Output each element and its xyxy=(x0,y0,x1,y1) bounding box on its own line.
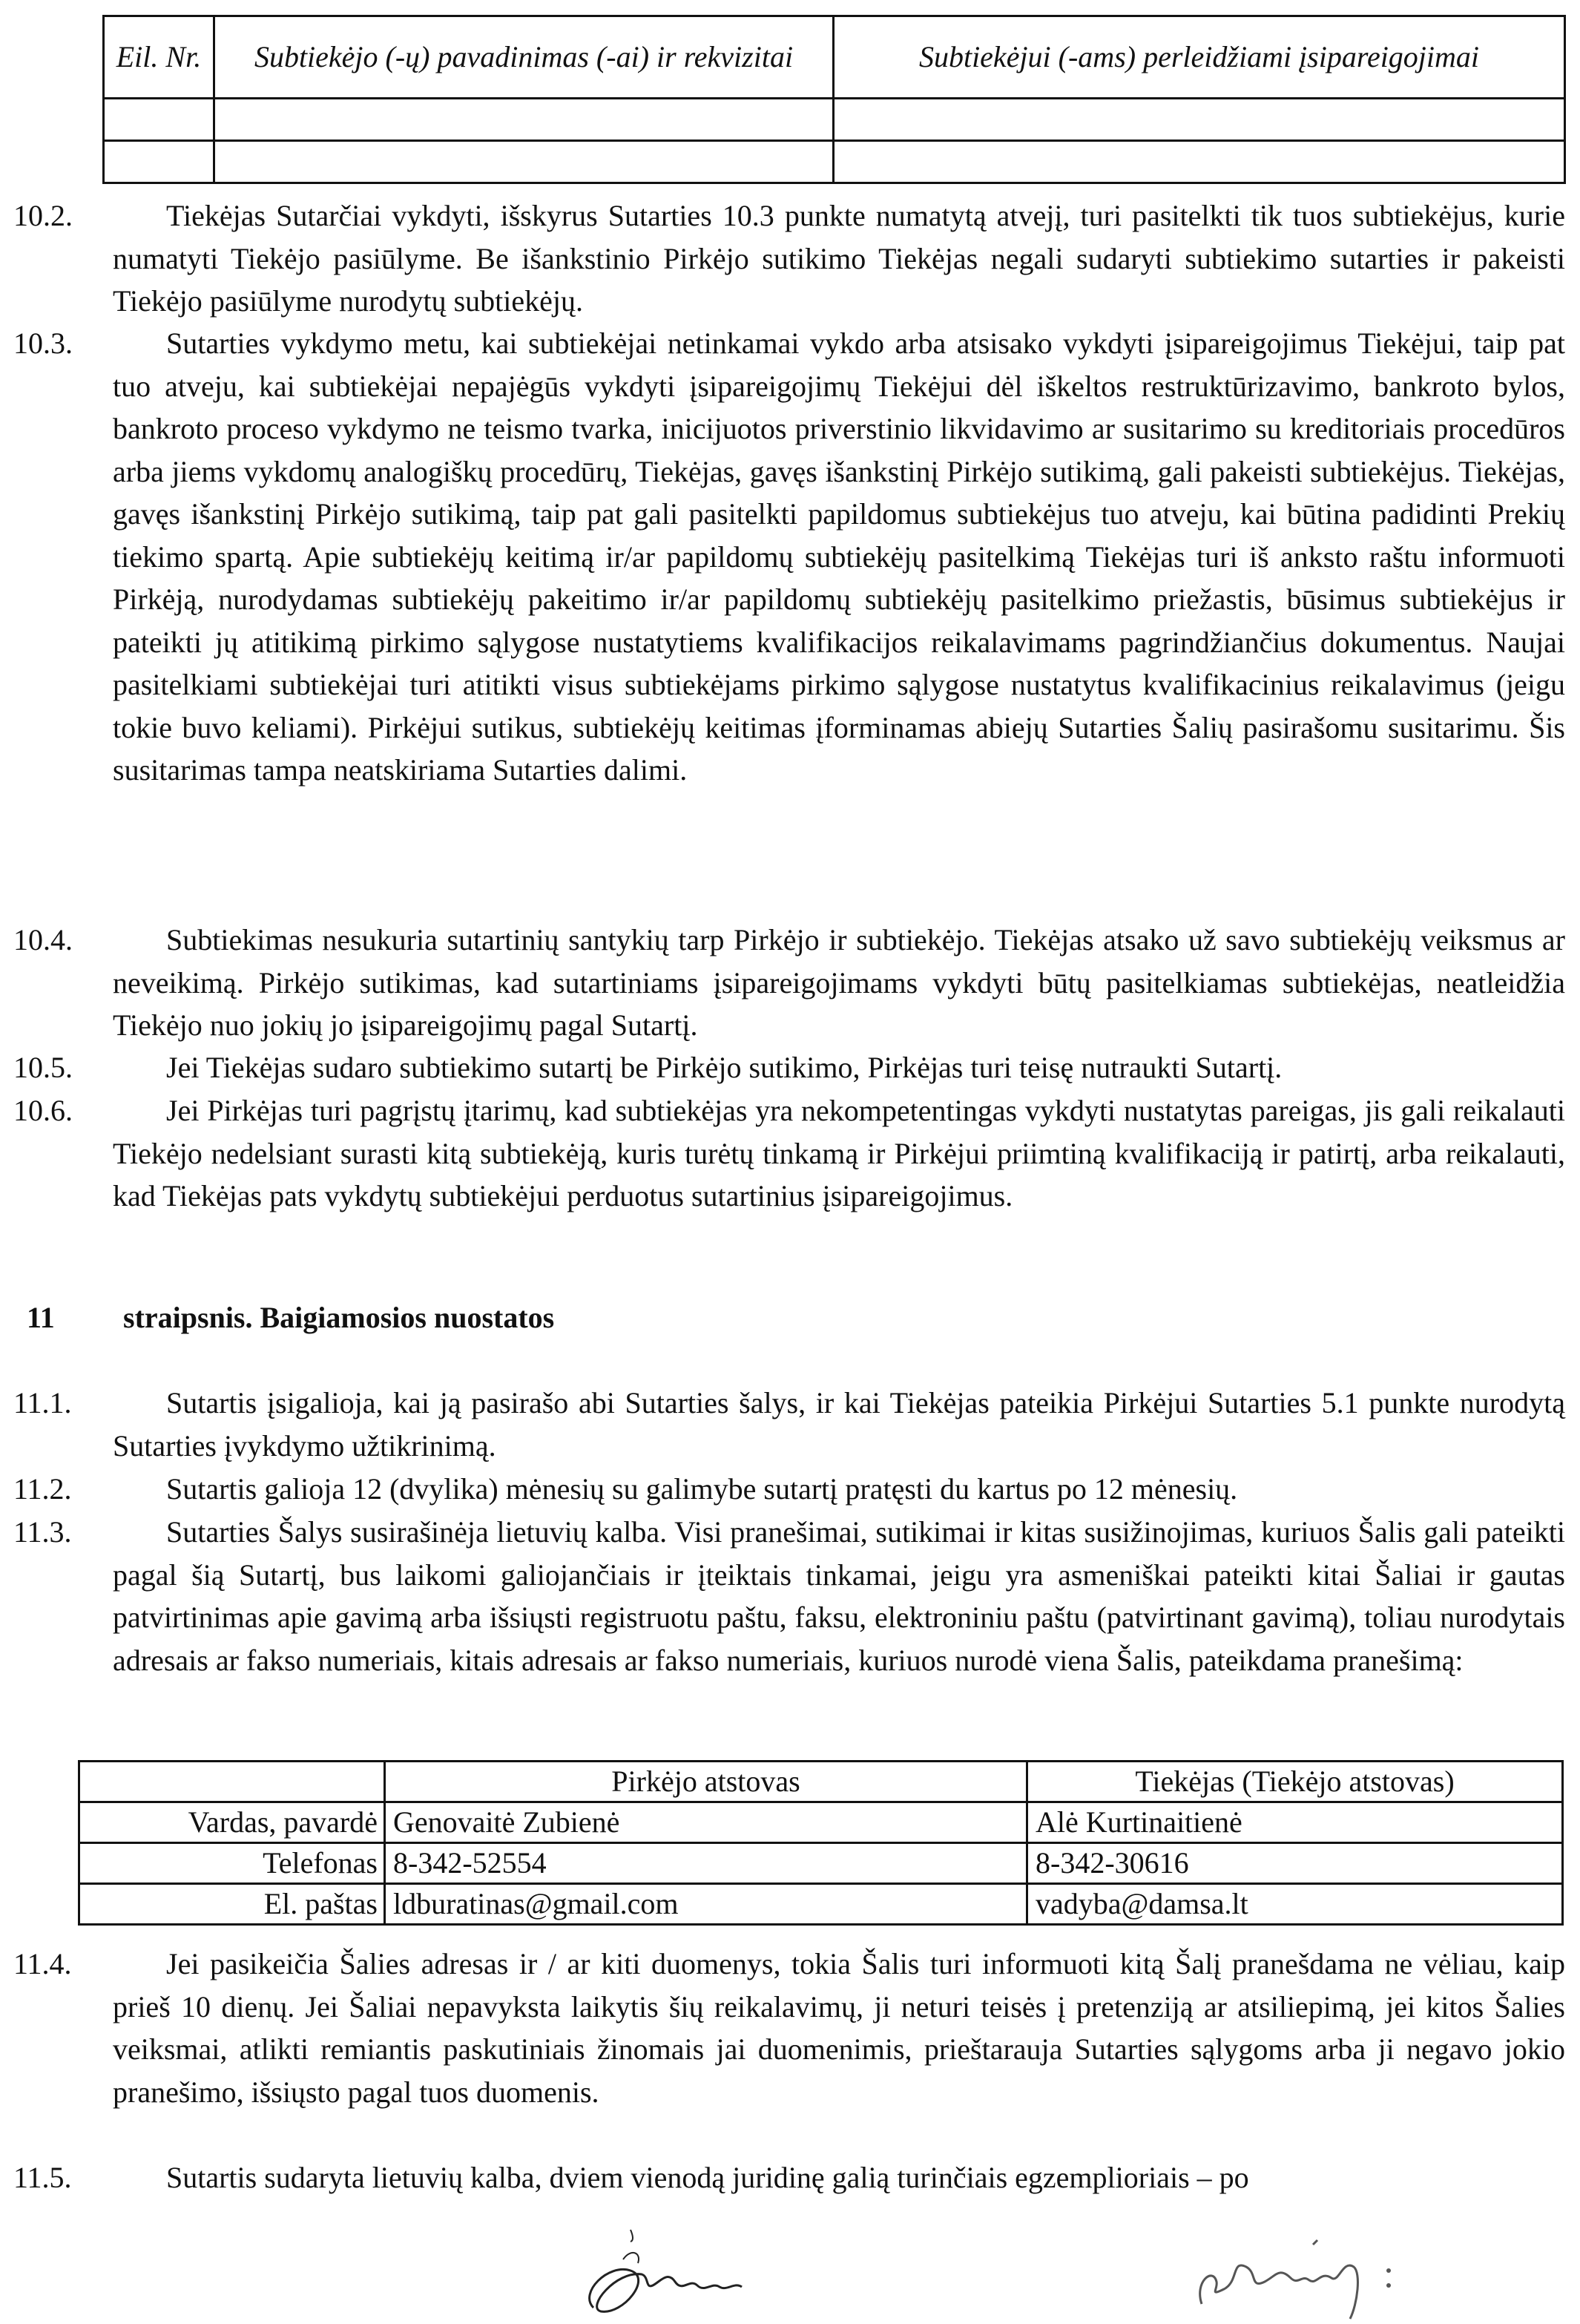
table-header-row xyxy=(104,16,1565,99)
table-row-email xyxy=(79,1884,1563,1925)
signature-icon xyxy=(579,2219,831,2323)
clause-10-4 xyxy=(0,919,1565,1047)
table-cell xyxy=(834,99,1565,141)
clause-number: 10.2. xyxy=(13,199,73,232)
supplier-name: Alė Kurtinaitienė xyxy=(1027,1802,1563,1843)
table-cell xyxy=(834,141,1565,183)
col-header-blank xyxy=(79,1762,385,1802)
buyer-name: Genovaitė Zubienė xyxy=(385,1802,1027,1843)
clause-10-3 xyxy=(0,322,1565,792)
subcontractor-table xyxy=(102,15,1566,184)
buyer-phone: 8-342-52554 xyxy=(385,1843,1027,1884)
signature-icon xyxy=(1172,2215,1484,2324)
clause-10-2 xyxy=(0,194,1565,323)
clause-text: Jei Pirkėjas turi pagrįstų įtarimų, kad subtiekėjas yra nekompetentingas vykdyti nustatytas pareigas, jis gali reikalauti Tiekėjo nedelsiant surasti kitą subtiekėją, kuris turėtų tinkamą ir Pirkėjui priimtiną kvalifikaciją ir patirtį, arba reikalauti, kad Tiekėjas pats vykdytų subtiekėjui perduotus sutartinius įsipareigojimus. xyxy=(113,1094,1565,1212)
supplier-email: vadyba@damsa.lt xyxy=(1027,1884,1563,1925)
table-row-phone xyxy=(79,1843,1563,1884)
clause-number: 11.2. xyxy=(13,1472,72,1506)
col-header-supplier: Tiekėjas (Tiekėjo atstovas) xyxy=(1027,1762,1563,1802)
clause-number: 10.5. xyxy=(13,1051,73,1084)
table-cell xyxy=(214,141,834,183)
table-cell xyxy=(104,99,214,141)
contacts-table xyxy=(78,1760,1564,1926)
clause-11-2 xyxy=(0,1468,1565,1511)
clause-text: Sutartis įsigalioja, kai ją pasirašo abi Sutarties šalys, ir kai Tiekėjas pateikia Pirkėjui Sutarties 5.1 punkte nurodytą Sutarties įvykdymo užtikrinimą. xyxy=(113,1386,1565,1463)
clause-11-1 xyxy=(0,1382,1565,1467)
clause-10-5 xyxy=(0,1046,1565,1089)
col-header-buyer: Pirkėjo atstovas xyxy=(385,1762,1027,1802)
clause-text: Sutarties Šalys susirašinėja lietuvių kalba. Visi pranešimai, sutikimai ir kitas susižinojimas, kuriuos Šalis gali pateikti pagal šią Sutartį, bus laikomi galiojančiais ir įteiktais tinkamai, jeigu yra asmeniškai pateikti kitai Šaliai ir gautas patvirtinimas apie gavimą arba išsiųsti registruotu paštu, faksu, elektroniniu paštu (patvirtinant gavimą), toliau nurodytais adresais ar fakso numeriais, kitais adresais ar fakso numeriais, kuriuos nurodė viena Šalis, pateikdama pranešimą: xyxy=(113,1515,1565,1677)
section-title: straipsnis. Baigiamosios nuostatos xyxy=(123,1301,555,1334)
clause-text: Tiekėjas Sutarčiai vykdyti, išskyrus Sutarties 10.3 punkte numatytą atvejį, turi pasitelkti tik tuos subtiekėjus, kurie numatyti Tiekėjo pasiūlyme. Be išankstinio Pirkėjo sutikimo Tiekėjas negali sudaryti subtiekimo sutarties ir pakeisti Tiekėjo pasiūlyme nurodytų subtiekėjų. xyxy=(113,199,1565,318)
supplier-signature xyxy=(1172,2215,1484,2324)
row-label: Vardas, pavardė xyxy=(79,1802,385,1843)
clause-number: 11.1. xyxy=(13,1386,72,1419)
clause-number: 11.5. xyxy=(13,2161,72,2194)
clause-number: 10.4. xyxy=(13,923,73,956)
table-header-row xyxy=(79,1762,1563,1802)
col-header-no: Eil. Nr. xyxy=(104,16,214,99)
section-number: 11 xyxy=(27,1301,55,1334)
table-cell xyxy=(104,141,214,183)
table-row xyxy=(104,141,1565,183)
clause-text: Jei pasikeičia Šalies adresas ir / ar kiti duomenys, tokia Šalis turi informuoti kitą Šalį pranešdama ne vėliau, kaip prieš 10 dienų. Jei Šaliai nepavyksta laikytis šių reikalavimų, ji neturi teisės į pretenziją ar atsiliepimą, jei kitos Šalies veiksmai, atlikti remiantis paskutiniais žinomais jai duomenimis, prieštarauja Sutarties sąlygoms arba ji negavo jokio pranešimo, išsiųsto pagal tuos duomenis. xyxy=(113,1947,1565,2109)
buyer-email: ldburatinas@gmail.com xyxy=(385,1884,1027,1925)
row-label: El. paštas xyxy=(79,1884,385,1925)
clause-11-4 xyxy=(0,1943,1565,2113)
table-cell xyxy=(214,99,834,141)
clause-text: Sutarties vykdymo metu, kai subtiekėjai netinkamai vykdo arba atsisako vykdyti įsipareigojimus Tiekėjui, taip pat tuo atveju, kai subtiekėjai nepajėgūs vykdyti įsipareigojimų Tiekėjui dėl iškeltos restruktūrizavimo, bankroto bylos, bankroto proceso vykdymo ne teismo tvarka, inicijuotos priverstinio likvidavimo ar susitarimo su kreditoriais procedūros arba jiems vykdomų analogiškų procedūrų, Tiekėjas, gavęs išankstinį Pirkėjo sutikimą, gali pakeisti subtiekėjus. Tiekėjas, gavęs išankstinį Pirkėjo sutikimą, taip pat gali pasitelkti papildomus subtiekėjus tuo atveju, kai būtina padidinti Prekių tiekimo spartą. Apie subtiekėjų keitimą ir/ar papildomų subtiekėjų pasitelkimą Tiekėjas turi iš anksto raštu informuoti Pirkėją, nurodydamas subtiekėjų pakeitimo ir/ar papildomų subtiekėjų pasitelkimo priežastis, būsimus subtiekėjus ir pateikti jų atitikimą pirkimo sąlygose nustatytiems kvalifikacijos reikalavimams pagrindžiančius dokumentus. Naujai pasitelkiami subtiekėjai turi atitikti visus subtiekėjams pirkimo sąlygose nustatytus kvalifikacinius reikalavimus (jeigu tokie buvo keliami). Pirkėjui sutikus, subtiekėjų keitimas įforminamas abiejų Sutarties Šalių pasirašomu susitarimu. Šis susitarimas tampa neatskiriama Sutarties dalimi. xyxy=(113,326,1565,787)
buyer-signature xyxy=(579,2219,831,2323)
clause-text: Sutartis galioja 12 (dvylika) mėnesių su galimybe sutartį pratęsti du kartus po 12 mėnesių. xyxy=(166,1472,1238,1506)
clause-number: 11.4. xyxy=(13,1947,72,1980)
clause-text: Subtiekimas nesukuria sutartinių santykių tarp Pirkėjo ir subtiekėjo. Tiekėjas atsako už savo subtiekėjų veiksmus ar neveikimą. Pirkėjo sutikimas, kad sutartiniams įsipareigojimams vykdyti būtų pasitelkiamas subtiekėjas, neatleidžia Tiekėjo nuo jokių jo įsipareigojimų pagal Sutartį. xyxy=(113,923,1565,1042)
col-header-name: Subtiekėjo (-ų) pavadinimas (-ai) ir rekvizitai xyxy=(214,16,834,99)
clause-11-3 xyxy=(0,1511,1565,1681)
clause-number: 10.3. xyxy=(13,326,73,360)
col-header-obligations: Subtiekėjui (-ams) perleidžiami įsipareigojimai xyxy=(834,16,1565,99)
clause-number: 10.6. xyxy=(13,1094,73,1127)
table-row-name xyxy=(79,1802,1563,1843)
clause-10-6 xyxy=(0,1089,1565,1218)
clause-11-5 xyxy=(0,2156,1565,2199)
clause-number: 11.3. xyxy=(13,1515,72,1549)
supplier-phone: 8-342-30616 xyxy=(1027,1843,1563,1884)
table-row xyxy=(104,99,1565,141)
clause-text: Sutartis sudaryta lietuvių kalba, dviem vienodą juridinę galią turinčiais egzemplioriais – po xyxy=(166,2161,1249,2194)
clause-text: Jei Tiekėjas sudaro subtiekimo sutartį be Pirkėjo sutikimo, Pirkėjas turi teisę nutraukti Sutartį. xyxy=(166,1051,1283,1084)
row-label: Telefonas xyxy=(79,1843,385,1884)
